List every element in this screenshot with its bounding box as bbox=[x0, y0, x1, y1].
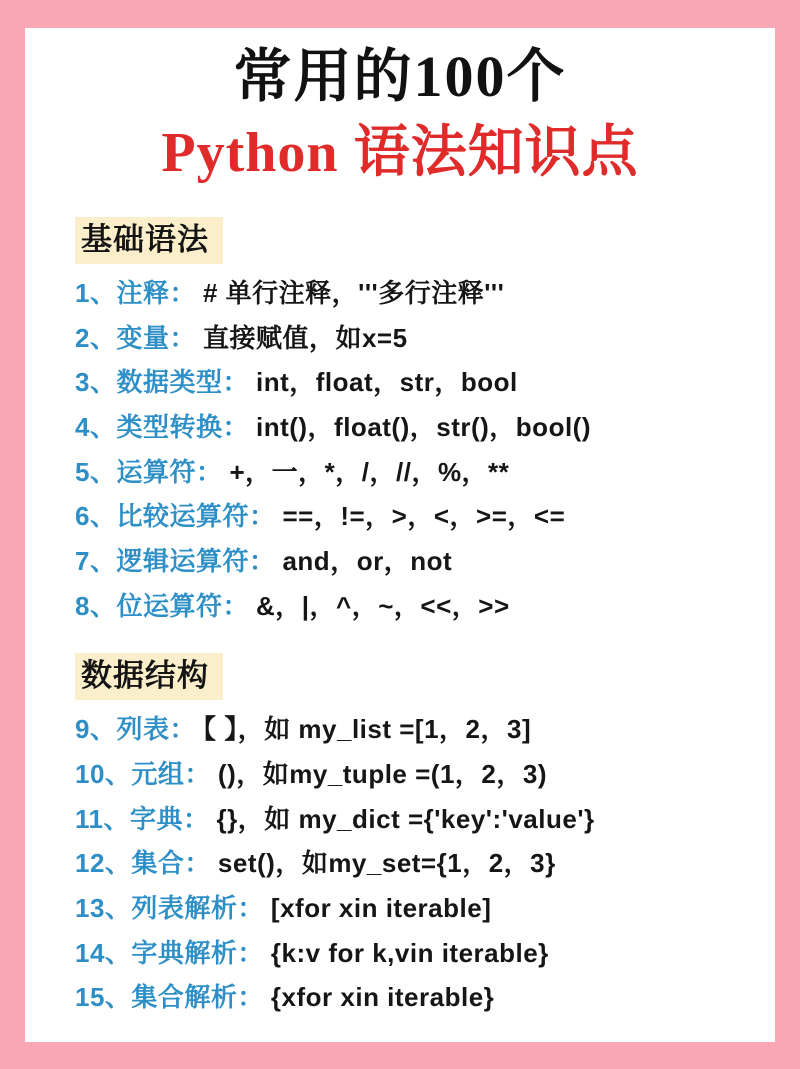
page-title: 常用的100个 bbox=[233, 44, 567, 109]
list-item bbox=[75, 546, 745, 577]
section-data-structures bbox=[75, 621, 745, 1013]
item-label: 1、注释： bbox=[75, 278, 196, 309]
item-content: and，or，not bbox=[282, 546, 453, 577]
item-content: {xfor xin iterable} bbox=[270, 982, 495, 1013]
content-area bbox=[25, 185, 775, 1013]
item-content: {k:v for k,vin iterable} bbox=[270, 937, 549, 968]
content-card bbox=[25, 28, 775, 1042]
list-item bbox=[75, 759, 745, 790]
item-content: 直接赋值，如x=5 bbox=[202, 322, 408, 353]
item-label: 9、列表： bbox=[75, 714, 196, 745]
item-label: 14、字典解析： bbox=[75, 937, 264, 968]
list-item bbox=[75, 278, 745, 309]
item-content: set()，如my_set={1，2，3} bbox=[217, 848, 556, 879]
list-item bbox=[75, 848, 745, 879]
page-subtitle: Python 语法知识点 bbox=[161, 121, 639, 184]
list-item bbox=[75, 591, 745, 622]
item-label: 3、数据类型： bbox=[75, 367, 249, 398]
item-label: 15、集合解析： bbox=[75, 982, 264, 1013]
item-label: 13、列表解析： bbox=[75, 893, 264, 924]
section-header-basic-syntax: 基础语法 bbox=[75, 217, 223, 264]
item-content: {}，如 my_dict ={'key':'value'} bbox=[216, 803, 595, 834]
item-content: ()，如my_tuple =(1，2，3) bbox=[217, 759, 547, 790]
item-label: 8、位运算符： bbox=[75, 590, 249, 621]
item-content: 【 】，如 my_list =[1，2，3] bbox=[202, 714, 532, 745]
section-basic-syntax bbox=[75, 185, 745, 621]
item-label: 12、集合： bbox=[75, 848, 211, 879]
section-header-data-structures: 数据结构 bbox=[75, 653, 223, 700]
item-label: 10、元组： bbox=[75, 759, 211, 790]
list-item bbox=[75, 804, 745, 835]
section-items bbox=[75, 278, 745, 621]
item-content: [xfor xin iterable] bbox=[270, 893, 492, 924]
item-label: 2、变量： bbox=[75, 322, 196, 353]
item-content: int，float，str，bool bbox=[255, 367, 518, 398]
item-label: 4、类型转换： bbox=[75, 412, 249, 443]
list-item bbox=[75, 714, 745, 745]
list-item bbox=[75, 367, 745, 398]
item-label: 7、逻辑运算符： bbox=[75, 546, 276, 577]
list-item bbox=[75, 457, 745, 488]
list-item bbox=[75, 938, 745, 969]
item-label: 5、运算符： bbox=[75, 456, 223, 487]
item-content: ==，!=，>，<，>=，<= bbox=[282, 501, 566, 532]
item-content: # 单行注释，'''多行注释''' bbox=[202, 278, 505, 309]
item-label: 6、比较运算符： bbox=[75, 501, 276, 532]
item-content: +，一，*，/，//，%，** bbox=[229, 456, 510, 487]
list-item bbox=[75, 323, 745, 354]
item-content: &，|，^，~，<<，>> bbox=[255, 590, 510, 621]
list-item bbox=[75, 412, 745, 443]
item-content: int()，float()，str()，bool() bbox=[255, 412, 591, 443]
item-label: 11、字典： bbox=[75, 803, 210, 834]
list-item bbox=[75, 982, 745, 1013]
list-item bbox=[75, 501, 745, 532]
section-items bbox=[75, 714, 745, 1013]
list-item bbox=[75, 893, 745, 924]
